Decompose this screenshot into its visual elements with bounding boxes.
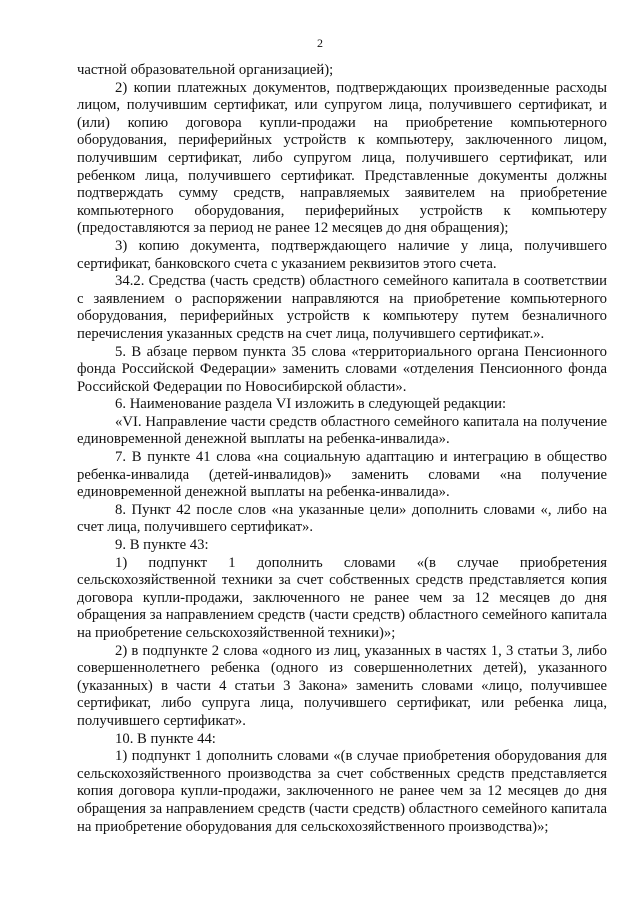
paragraph: 7. В пункте 41 слова «на социальную адаптацию и интеграцию в общество ребенка-инвалида (детей-инвалидов)» заменить словами «на получение единовременной денежной выплаты на ребенка-инвалида».: [77, 449, 607, 501]
paragraph: 1) подпункт 1 дополнить словами «(в случае приобретения оборудования для сельскохозяйственного производства за счет собственных средств представляется копия договора купли-продажи, заключенного не ранее чем за 12 месяцев до дня обращения за направлением средств (части средств) областного семейного капитала на приобретение оборудования для сельскохозяйственного производства)»;: [77, 748, 607, 835]
paragraph: 8. Пункт 42 после слов «на указанные цели» дополнить словами «, либо на счет лица, получившего сертификат».: [77, 501, 607, 536]
paragraph: 3) копию документа, подтверждающего наличие у лица, получившего сертификат, банковского счета с указанием реквизитов этого счета.: [77, 237, 607, 272]
paragraph: 9. В пункте 43:: [115, 537, 209, 554]
paragraph: 1) подпункт 1 дополнить словами «(в случае приобретения сельскохозяйственной техники за счет собственных средств представляется копия договора купли-продажи, заключенного не ранее чем за 12 месяцев до дня обращения за направлением средств (части средств) областного семейного капитала на приобретение сельскохозяйственной техники)»;: [77, 554, 607, 641]
paragraph: «VI. Направление части средств областного семейного капитала на получение единовременной денежной выплаты на ребенка-инвалида».: [77, 413, 607, 448]
paragraph: 34.2. Средства (часть средств) областного семейного капитала в соответствии с заявлением о распоряжении направляются на приобретение компьютерного оборудования, периферийных устройств к компьютеру путем безналичного перечисления указанных средств на счет лица, получившего сертификат.».: [77, 273, 607, 342]
paragraph: 10. В пункте 44:: [115, 730, 216, 747]
paragraph: частной образовательной организацией);: [77, 62, 334, 78]
paragraph: 5. В абзаце первом пункта 35 слова «территориального органа Пенсионного фонда Российской Федерации» заменить словами «отделения Пенсионного фонда Российской Федерации по Новосибирской области».: [77, 343, 607, 395]
page-number: 2: [317, 36, 323, 50]
paragraph: 2) копии платежных документов, подтверждающих произведенные расходы лицом, получившим сертификат, или супругом лица, получившего сертификат, и (или) копию договора купли-продажи на приобретение компьютерного оборудования, периферийных устройств к компьютеру, заключенного лицом, получившим сертификат, либо супругом лица, получившего сертификат, или ребенком лица, получившего сертификат. Представленные документы должны подтверждать сумму средств, направляемых заявителем на приобретение компьютерного оборудования, периферийных устройств к компьютеру (предоставляются за период не ранее 12 месяцев до дня обращения);: [77, 79, 607, 237]
document-body: [77, 62, 607, 836]
paragraph: 6. Наименование раздела VI изложить в следующей редакции:: [115, 396, 507, 413]
paragraph: 2) в подпункте 2 слова «одного из лиц, указанных в частях 1, 3 статьи 3, либо совершеннолетнего ребенка (одного из совершеннолетних детей), указанного (указанных) в части 4 статьи 3 Закона» заменить словами «лицо, получившее сертификат, либо супруга лица, получившего сертификат, или ребенка лица, получившего сертификат».: [77, 642, 607, 729]
